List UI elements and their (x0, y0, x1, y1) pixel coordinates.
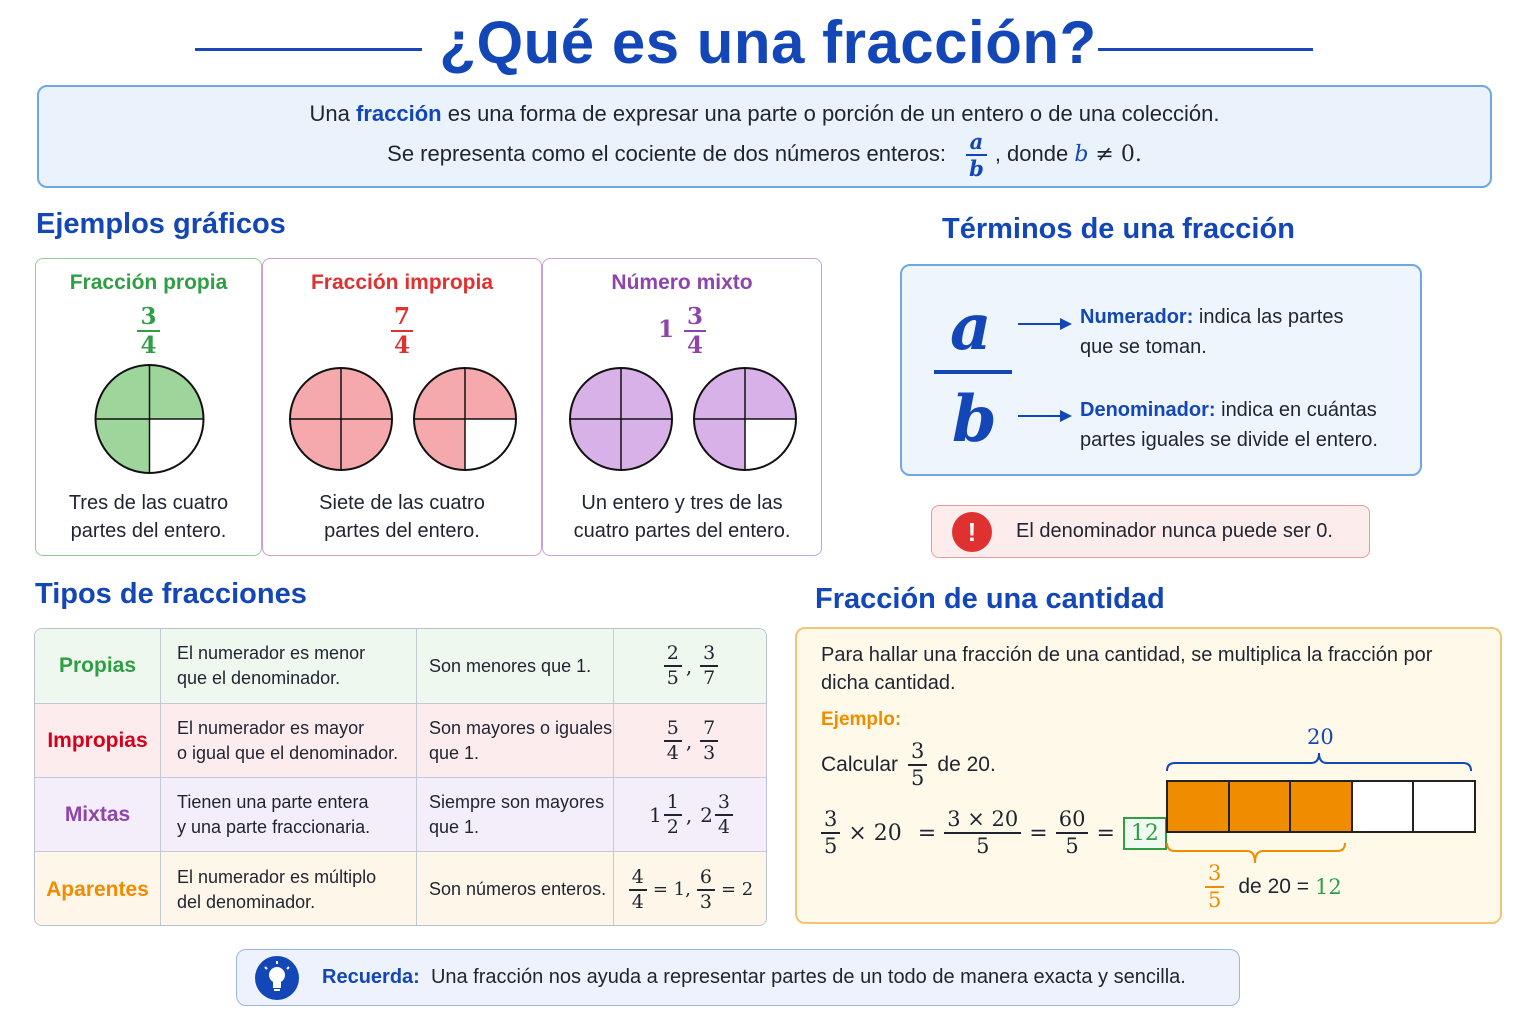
type-name: Propias (35, 629, 161, 703)
card-description-line: partes del entero. (324, 520, 480, 542)
fraction-circles (543, 359, 823, 499)
denominator-text: indica en cuántas (1215, 399, 1377, 421)
denominator-definition (1080, 395, 1378, 455)
separator: , (685, 802, 693, 827)
quantity-intro: Para hallar una fracción de una cantidad, se multiplica la fracción por dicha cantidad. (821, 644, 1433, 694)
fraction-bar (934, 370, 1012, 374)
fraction-numerator: 60 (1058, 807, 1086, 831)
bar-segment (1230, 782, 1292, 831)
top-brace (1163, 751, 1483, 781)
fraction-numerator: 2 (666, 642, 679, 664)
type-examples (614, 852, 767, 926)
arrow-right-icon (1016, 314, 1076, 334)
definition-variable: b (1074, 141, 1089, 167)
fraction-denominator: 4 (687, 332, 704, 359)
mixed-whole: 1 (657, 316, 674, 343)
fraction-numerator: 3 (824, 807, 838, 831)
definition-fraction (966, 131, 987, 179)
fraction-denominator: 4 (140, 332, 157, 359)
fraction-numerator: 4 (631, 865, 644, 888)
example-card-mixed (542, 258, 822, 556)
tip-label: Recuerda: (322, 966, 420, 988)
fraction-denominator: 4 (666, 741, 679, 764)
definition-text: es una forma de expresar una parte o porción de un entero o de una colección. (441, 101, 1220, 126)
card-title: Fracción impropia (310, 271, 494, 294)
fraction-circles (263, 359, 543, 499)
fraction-denominator: 4 (717, 815, 730, 838)
type-description (161, 704, 417, 777)
examples-section-title: Ejemplos gráficos (36, 208, 286, 240)
type-examples (614, 629, 767, 703)
page-title: ¿Qué es una fracción? (439, 9, 1097, 76)
type-property-line: Siempre son mayores (429, 791, 605, 812)
type-property (417, 852, 614, 926)
calc-statement (821, 741, 996, 789)
card-description-line: partes del entero. (70, 520, 227, 542)
type-description (161, 629, 417, 703)
definition-box (37, 85, 1492, 188)
bar-segment (1291, 782, 1353, 831)
bar-total-label: 20 (1307, 725, 1334, 749)
separator: , (685, 728, 693, 753)
fraction-numerator: 7 (703, 716, 716, 739)
card-title: Número mixto (611, 271, 753, 294)
multiplication: × 20 (848, 820, 902, 846)
example-card-improper (262, 258, 542, 556)
type-description-line: del denominador. (177, 891, 316, 912)
card-fraction (263, 305, 541, 357)
term-letter-denominator: b (952, 382, 997, 457)
arrow-right-icon (1016, 406, 1076, 426)
lightbulb-icon (255, 956, 299, 1000)
terms-section-title: Términos de una fracción (942, 213, 1295, 245)
fraction-denominator: 4 (393, 332, 410, 359)
fraction-denominator: 2 (666, 815, 679, 838)
type-description-line: Tienen una parte entera (177, 791, 369, 812)
bar-result-value: 12 (1315, 875, 1342, 899)
fraction-denominator: 4 (631, 890, 644, 913)
result-box: 12 (1123, 817, 1167, 850)
equals-sign: = (1096, 820, 1115, 846)
quantity-section-title: Fracción de una cantidad (815, 583, 1165, 615)
type-description-line: y una parte fraccionaria. (177, 816, 371, 837)
bar-segment (1168, 782, 1230, 831)
bar-result-text: de 20 = (1238, 875, 1310, 898)
tip-text (322, 966, 1186, 989)
calc-text: de 20. (937, 753, 996, 776)
equals-sign: = (1029, 820, 1048, 846)
fraction-denominator: 5 (666, 667, 679, 689)
tip-box (236, 949, 1240, 1006)
numerator-definition (1080, 302, 1343, 362)
denominator-text: partes iguales se divide el entero. (1080, 429, 1378, 451)
type-description (161, 852, 417, 926)
type-property-line: que 1. (429, 816, 480, 837)
card-fraction (543, 305, 821, 357)
fraction-numerator: 3 (703, 642, 716, 664)
definition-line-2 (39, 131, 1490, 179)
fraction-denominator: 3 (699, 890, 712, 913)
fraction-denominator: 5 (1065, 834, 1079, 858)
term-letter-numerator: a (950, 290, 992, 365)
numerator-text: indica las partes (1193, 306, 1344, 328)
type-description-line: El numerador es múltiplo (177, 866, 377, 887)
fraction-numerator: 5 (666, 716, 679, 739)
numerator-text: que se toman. (1080, 336, 1207, 358)
type-description (161, 778, 417, 851)
types-table (34, 628, 767, 926)
equality: = 1, (652, 879, 691, 900)
card-description (36, 489, 261, 545)
type-examples (614, 704, 767, 777)
warning-icon: ! (952, 512, 992, 552)
numerator-label: Numerador: (1080, 306, 1194, 328)
card-description-line: Un entero y tres de las (581, 492, 783, 514)
type-property (417, 778, 614, 851)
card-fraction (36, 305, 261, 357)
type-property (417, 629, 614, 703)
type-name: Impropias (35, 704, 161, 777)
type-property (417, 704, 614, 777)
warning-text: El denominador nunca puede ser 0. (1016, 520, 1333, 542)
fraction-numerator: 7 (393, 303, 410, 330)
fraction-denominator: 5 (976, 834, 990, 858)
type-examples (614, 778, 767, 851)
type-description-line: o igual que el denominador. (177, 742, 399, 763)
definition-text: Se representa como el cociente de dos números enteros: (387, 140, 947, 166)
equality: = 2 (720, 879, 754, 900)
fraction-numerator: 3 (1208, 861, 1222, 885)
terms-box (900, 264, 1422, 476)
example-card-proper (35, 258, 262, 556)
bar-segment (1353, 782, 1415, 831)
definition-condition: ≠ 0. (1088, 141, 1142, 167)
equals-sign: = (917, 820, 937, 846)
definition-keyword: fracción (356, 101, 442, 126)
definition-line-1 (39, 101, 1490, 127)
fraction-denominator: 7 (703, 667, 716, 689)
type-name: Aparentes (35, 852, 161, 926)
table-row (35, 851, 766, 926)
fraction-numerator: a (969, 129, 984, 154)
fraction-denominator: 5 (911, 766, 925, 790)
card-description-line: cuatro partes del entero. (573, 520, 791, 542)
denominator-label: Denominador: (1080, 399, 1216, 421)
separator: , (685, 654, 693, 678)
calc-equation (821, 809, 1167, 857)
fraction-numerator: 1 (666, 790, 679, 813)
card-description-line: Siete de las cuatro (319, 492, 485, 514)
quantity-box (795, 627, 1502, 924)
fraction-circles (36, 359, 263, 499)
types-section-title: Tipos de fracciones (35, 578, 307, 610)
type-description-line: El numerador es mayor (177, 717, 365, 738)
card-title: Fracción propia (69, 271, 228, 294)
warning-box (931, 505, 1370, 558)
fraction-numerator: 3 (140, 303, 157, 330)
type-name: Mixtas (35, 778, 161, 851)
type-description-line: que el denominador. (177, 668, 341, 688)
fraction-denominator: 5 (1208, 888, 1222, 912)
fraction-numerator: 3 × 20 (947, 807, 1019, 831)
calc-word: Calcular (821, 753, 899, 776)
type-property-line: Son menores que 1. (429, 655, 592, 676)
fraction-denominator: b (969, 156, 984, 181)
mixed-whole: 2 (700, 802, 713, 827)
example-label: Ejemplo: (821, 709, 902, 730)
table-row (35, 777, 766, 851)
definition-text: , donde (994, 140, 1075, 166)
type-property-line: Son mayores o iguales (429, 717, 613, 738)
card-description (543, 489, 821, 545)
type-property-line: que 1. (429, 742, 480, 763)
tip-message: Una fracción nos ayuda a representar partes de un todo de manera exacta y sencilla. (430, 966, 1186, 988)
fraction-numerator: 3 (687, 303, 704, 330)
fraction-numerator: 3 (717, 790, 730, 813)
fraction-denominator: 3 (703, 741, 716, 764)
fraction-denominator: 5 (824, 834, 838, 858)
table-row (35, 703, 766, 777)
bar-segment (1414, 782, 1474, 831)
bar-model (1166, 780, 1476, 833)
type-property-line: Son números enteros. (429, 879, 607, 899)
card-description-line: Tres de las cuatro (68, 492, 229, 514)
card-description (263, 489, 541, 545)
type-description-line: El numerador es menor (177, 643, 366, 663)
table-row (35, 629, 766, 703)
fraction-numerator: 3 (911, 739, 925, 763)
bar-result (1205, 863, 1342, 911)
definition-text: Una (309, 101, 357, 126)
fraction-numerator: 6 (699, 865, 712, 888)
mixed-whole: 1 (648, 802, 662, 827)
